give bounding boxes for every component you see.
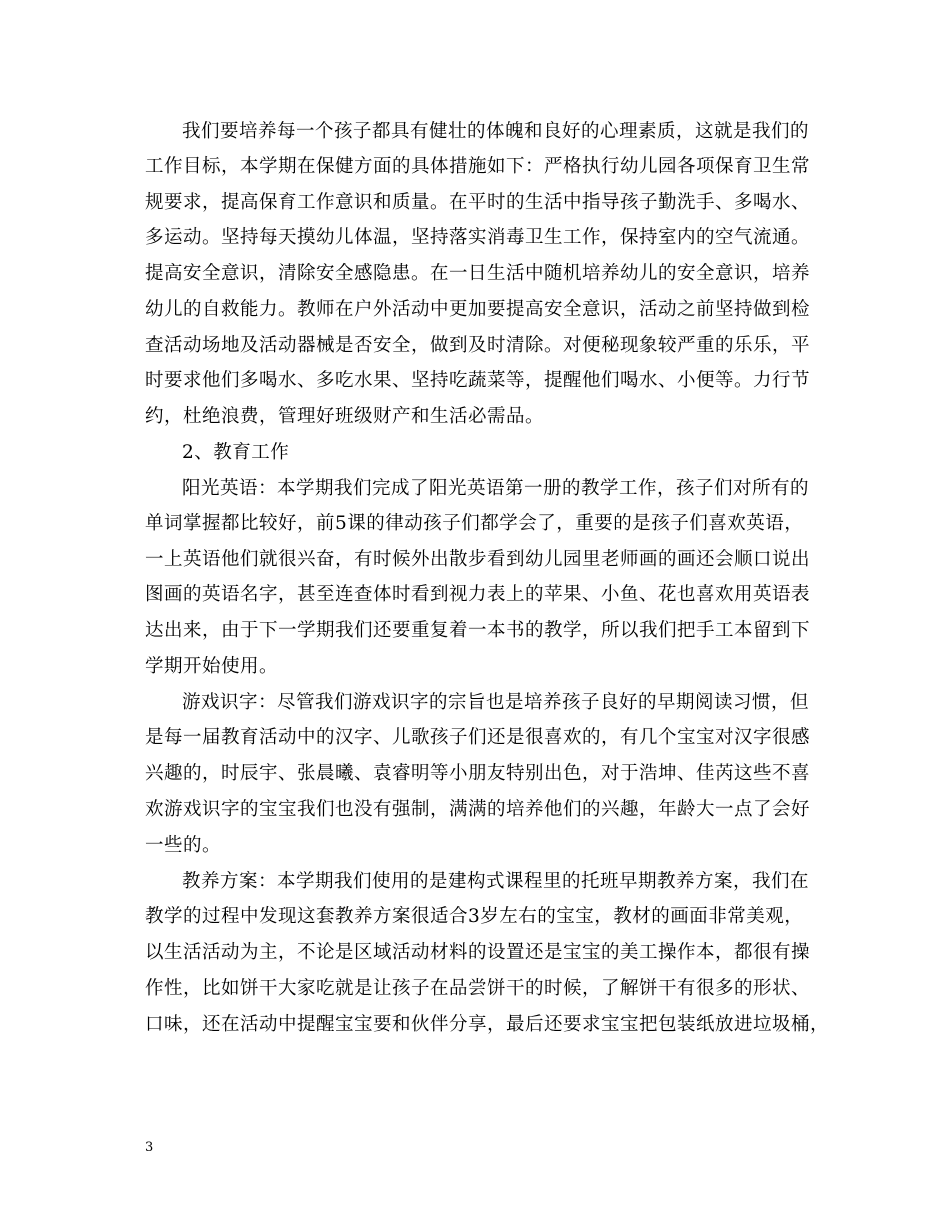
paragraph-line-25: 作性，比如饼干大家吃就是让孩子在品尝饼干的时候，了解饼干有很多的形状、: [145, 978, 811, 999]
paragraph-line-18: 是每一届教育活动中的汉字、儿歌孩子们还是很喜欢的，有几个宝宝对汉字很感: [145, 727, 811, 748]
page-number: 3: [145, 1140, 154, 1155]
paragraph-line-15: 达出来，由于下一学期我们还要重复着一本书的教学，所以我们把手工本留到下: [145, 620, 811, 641]
paragraph-line-2: 工作目标，本学期在保健方面的具体措施如下：严格执行幼儿园各项保育卫生常: [145, 156, 811, 177]
paragraph-line-20: 欢游戏识字的宝宝我们也没有强制，满满的培养他们的兴趣，年龄大一点了会好: [145, 799, 811, 820]
section-heading: 2、教育工作: [182, 442, 290, 463]
paragraph-line-9: 约，杜绝浪费，管理好班级财产和生活必需品。: [145, 406, 545, 427]
paragraph-line-6: 幼儿的自救能力。教师在户外活动中更加要提高安全意识，活动之前坚持做到检: [145, 299, 811, 320]
paragraph-line-14: 图画的英语名字，甚至连查体时看到视力表上的苹果、小鱼、花也喜欢用英语表: [145, 584, 811, 605]
paragraph-line-11: 阳光英语：本学期我们完成了阳光英语第一册的教学工作，孩子们对所有的: [182, 478, 810, 499]
paragraph-line-17: 游戏识字：尽管我们游戏识字的宗旨也是培养孩子良好的早期阅读习惯，但: [182, 692, 810, 713]
paragraph-line-16: 学期开始使用。: [145, 656, 279, 677]
paragraph-line-19: 兴趣的，时辰宇、张晨曦、袁睿明等小朋友特别出色，对于浩坤、佳芮这些不喜: [145, 763, 811, 784]
paragraph-line-7: 查活动场地及活动器械是否安全，做到及时清除。对便秘现象较严重的乐乐，平: [145, 335, 811, 356]
paragraph-line-22: 教养方案：本学期我们使用的是建构式课程里的托班早期教养方案，我们在: [182, 871, 810, 892]
paragraph-line-12: 单词掌握都比较好，前5课的律动孩子们都学会了，重要的是孩子们喜欢英语，: [145, 513, 804, 534]
paragraph-line-5: 提高安全意识，清除安全感隐患。在一日生活中随机培养幼儿的安全意识，培养: [145, 263, 811, 284]
paragraph-line-21: 一些的。: [145, 835, 222, 856]
paragraph-line-4: 多运动。坚持每天摸幼儿体温，坚持落实消毒卫生工作，保持室内的空气流通。: [145, 227, 811, 248]
paragraph-line-23: 教学的过程中发现这套教养方案很适合3岁左右的宝宝，教材的画面非常美观，: [145, 906, 804, 927]
paragraph-line-3: 规要求，提高保育工作意识和质量。在平时的生活中指导孩子勤洗手、多喝水、: [145, 192, 811, 213]
paragraph-line-24: 以生活活动为主，不论是区域活动材料的设置还是宝宝的美工操作本，都很有操: [145, 942, 811, 963]
paragraph-line-26: 口味，还在活动中提醒宝宝要和伙伴分享，最后还要求宝宝把包装纸放进垃圾桶，: [145, 1014, 830, 1035]
paragraph-line-1: 我们要培养每一个孩子都具有健壮的体魄和良好的心理素质，这就是我们的: [182, 121, 810, 142]
paragraph-line-8: 时要求他们多喝水、多吃水果、坚持吃蔬菜等，提醒他们喝水、小便等。力行节: [145, 370, 811, 391]
paragraph-line-13: 一上英语他们就很兴奋，有时候外出散步看到幼儿园里老师画的画还会顺口说出: [145, 549, 811, 570]
